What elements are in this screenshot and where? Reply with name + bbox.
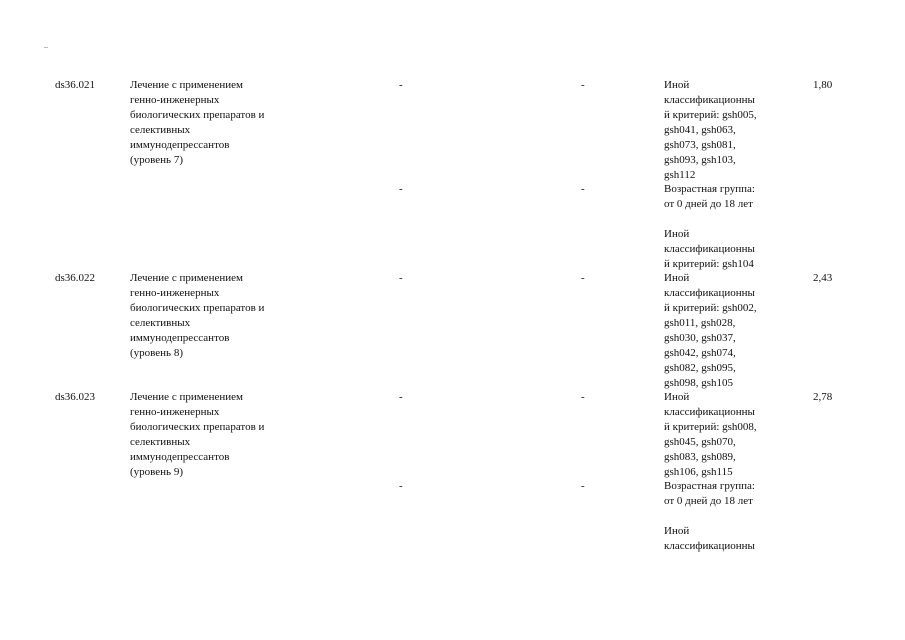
row-criteria: Возрастная группа: от 0 дней до 18 лет Иной классификационны <box>664 480 755 552</box>
page-mark: .. <box>44 41 48 50</box>
row-criteria: Иной классификационны й критерий: gsh002, gsh011, gsh028, gsh030, gsh037, gsh042, gsh074, gsh082, gsh095, gsh098, gsh105 <box>664 272 757 389</box>
row-coefficient: 2,43 <box>813 272 833 284</box>
row-col1-value: - <box>399 79 403 91</box>
row-col1-value: - <box>399 391 403 403</box>
row-name: Лечение с применением генно-инженерных биологических препаратов и селективных иммунодепрессантов (уровень 9) <box>130 391 265 478</box>
row-coefficient: 1,80 <box>813 79 833 91</box>
row-coefficient: 2,78 <box>813 391 833 403</box>
row-name: Лечение с применением генно-инженерных биологических препаратов и селективных иммунодепрессантов (уровень 8) <box>130 272 265 359</box>
row-code: ds36.021 <box>55 79 96 91</box>
row-col1-value: - <box>399 272 403 284</box>
row-col2-value: - <box>581 391 585 403</box>
row-name: Лечение с применением генно-инженерных биологических препаратов и селективных иммунодепрессантов (уровень 7) <box>130 79 265 166</box>
row-col1-value: - <box>399 183 403 195</box>
row-code: ds36.022 <box>55 272 96 284</box>
row-criteria: Иной классификационны й критерий: gsh005, gsh041, gsh063, gsh073, gsh081, gsh093, gsh103, gsh112 <box>664 79 757 181</box>
row-col2-value: - <box>581 480 585 492</box>
row-col2-value: - <box>581 183 585 195</box>
row-col2-value: - <box>581 272 585 284</box>
row-criteria: Возрастная группа: от 0 дней до 18 лет Иной классификационны й критерий: gsh104 <box>664 183 755 270</box>
row-criteria: Иной классификационны й критерий: gsh008, gsh045, gsh070, gsh083, gsh089, gsh106, gsh115 <box>664 391 757 478</box>
row-code: ds36.023 <box>55 391 96 403</box>
row-col1-value: - <box>399 480 403 492</box>
row-col2-value: - <box>581 79 585 91</box>
